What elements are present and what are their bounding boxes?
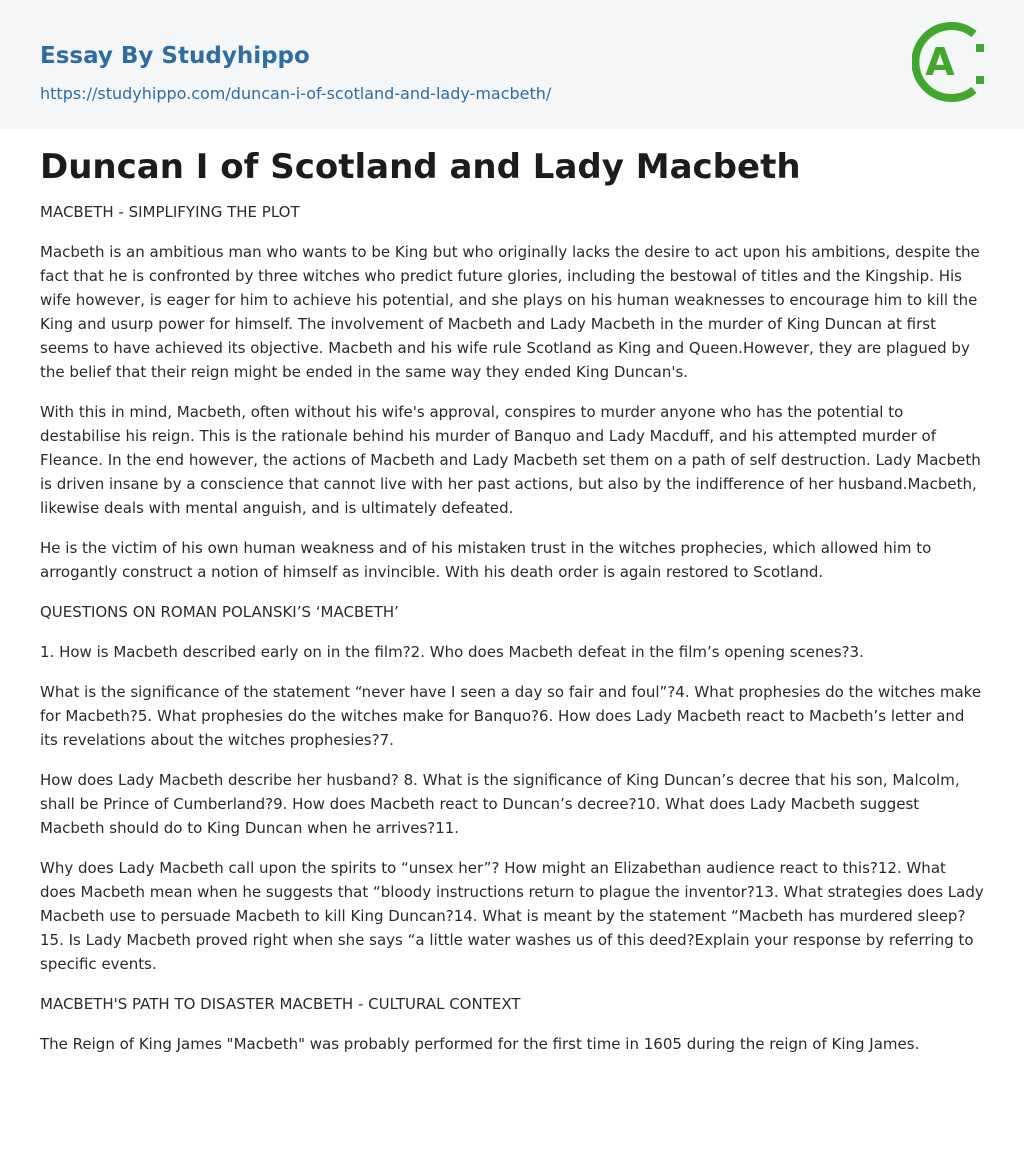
paragraph: Why does Lady Macbeth call upon the spirits to “unsex her”? How might an Elizabethan audience react to this?12. What does Macbeth mean when he suggests that “bloody instructions return to plague the inventor?13. What strategies does Lady Macbeth use to persuade Macbeth to kill King Duncan?14. What is meant by the statement “Macbeth has murdered sleep?15. Is Lady Macbeth proved right when she says “a little water washes us of this deed?Explain your response by referring to specific events. [40,859,984,973]
section-heading: MACBETH'S PATH TO DISASTER MACBETH - CULTURAL CONTEXT [40,995,521,1013]
paragraph: What is the significance of the statement “never have I seen a day so fair and foul”?4. What prophesies do the witches make for Macbeth?5. What prophesies do the witches make for Banquo?6. How does Lady Macbeth react to Macbeth’s letter and its revelations about the witches prophesies?7. [40,683,982,749]
brand-title[interactable]: Essay By Studyhippo [40,43,310,69]
paragraph: The Reign of King James "Macbeth" was probably performed for the first time in 1605 during the reign of King James. [40,1035,920,1053]
paragraph: He is the victim of his own human weakness and of his mistaken trust in the witches prophecies, which allowed him to arrogantly construct a notion of himself as invincible. With his death order is again restored to Scotland. [40,539,932,581]
section-heading: MACBETH - SIMPLIFYING THE PLOT [40,203,300,221]
paragraph: How does Lady Macbeth describe her husband? 8. What is the significance of King Duncan’s decree that his son, Malcolm, shall be Prince of Cumberland?9. How does Macbeth react to Duncan’s decree?10. What does Lady Macbeth suggest Macbeth should do to King Duncan when he arrives?11. [40,771,960,837]
section-heading: QUESTIONS ON ROMAN POLANSKI’S ‘MACBETH’ [40,603,399,621]
paragraph: With this in mind, Macbeth, often without his wife's approval, conspires to murder anyone who has the potential to destabilise his reign. This is the rationale behind his murder of Banquo and Lady Macduff, and his attempted murder of Fleance. In the end however, the actions of Macbeth and Lady Macbeth set them on a path of self destruction. Lady Macbeth is driven insane by a conscience that cannot live with her past actions, but also by the indifference of her husband.Macbeth, likewise deals with mental anguish, and is ultimately defeated. [40,403,981,517]
logo-letter: A [925,40,955,84]
article-body [40,200,984,1072]
site-header [0,0,1024,129]
paragraph: 1. How is Macbeth described early on in the film?2. Who does Macbeth defeat in the film’s opening scenes?3. [40,643,864,661]
paragraph: Macbeth is an ambitious man who wants to be King but who originally lacks the desire to act upon his ambitions, despite the fact that he is confronted by three witches who predict future glories, including the bestowal of titles and the Kingship. His wife however, is eager for him to achieve his potential, and she plays on his human weaknesses to encourage him to kill the King and usurp power for himself. The involvement of Macbeth and Lady Macbeth in the murder of King Duncan at first seems to have achieved its objective. Macbeth and his wife rule Scotland as King and Queen.However, they are plagued by the belief that their reign might be ended in the same way they ended King Duncan's. [40,243,980,381]
page-title: Duncan I of Scotland and Lady Macbeth [40,147,801,187]
source-url-link[interactable]: https://studyhippo.com/duncan-i-of-scotland-and-lady-macbeth/ [40,84,552,103]
studyhippo-logo-icon[interactable] [912,18,988,106]
